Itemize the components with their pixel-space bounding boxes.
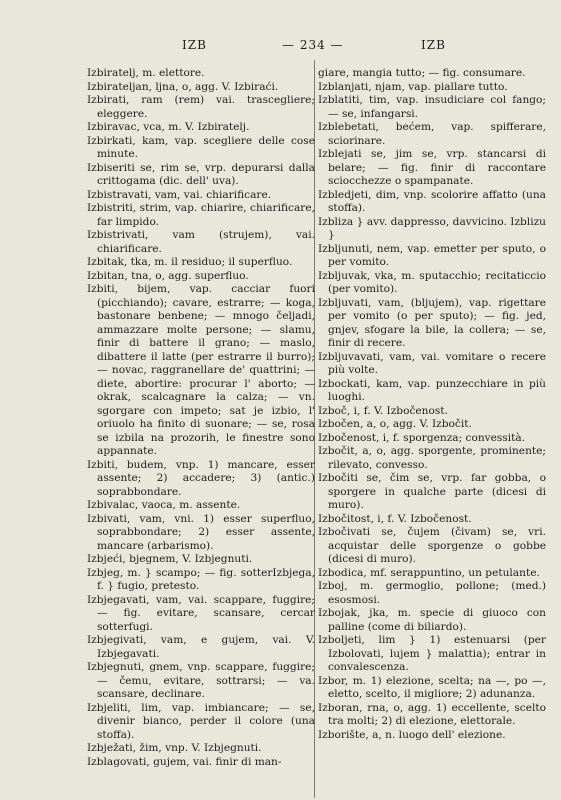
dictionary-entry: Izblanjati, njam, vap. piallare tutto.	[318, 80, 508, 93]
dictionary-entry: Izbjegavati, vam, vai. scappare, fuggire; — fig. evitare, scansare, cercar sotterfugi.	[87, 593, 315, 633]
dictionary-entry: Izblebetati, bećem, vap. spifferare, sciorinare.	[318, 121, 546, 147]
dictionary-entry: Izbiseriti se, rim se, vrp. depurarsi dalla crittogama (dic. dell' uva).	[87, 161, 315, 187]
dictionary-entry: Izbjeći, bjegnem, V. Izbjegnuti.	[87, 553, 253, 565]
dictionary-entry: Izbivalac, vaoca, m. assente.	[87, 499, 241, 511]
dictionary-entry: Izbljuvati, vam, (bljujem), vap. rigettare per vomito (o per sputo); — fig. jed, gnjev, sfogare la bile, la collera; — se, finir di recere.	[318, 296, 546, 349]
dictionary-entry: Izbivati, vam, vni. 1) esser superfluo, soprabbondare; 2) esser assente, mancare (arbarismo).	[87, 512, 315, 552]
running-head-left: IZB	[182, 38, 207, 52]
dictionary-entry: Izbiratelj, m. elettore.	[87, 67, 205, 79]
dictionary-entry: Izbočitost, i, f. V. Izbočenost.	[318, 512, 472, 525]
dictionary-entry: Izblatiti, tim, vap. insudiciare col fango; — se, infangarsi.	[318, 94, 546, 120]
dictionary-entry: Izbistriti, strim, vap. chiarire, chiarificare, far limpido.	[87, 202, 315, 228]
dictionary-entry: Izbiti, bijem, vap. cacciar fuori (picchiando); cavare, estrarre; — koga, bastonare benbene; — mnogo čeljadi, ammazzare molte persone; — slamu, finir di battere il grano; — maslo, dibattere il latte (per estrarre il burro); — novac, raggranellare de' quattrini; — diete, abortire: procurar l' aborto; — okrak, scalcagnare la calza; — vn. sgorgare con impeto; sat je izbio, l' oriuolo ha finito di suonare; — se, rosa se izbila na prozorih, le finestre sono appannate.	[87, 283, 315, 457]
dictionary-entry: Izbor, m. 1) elezione, scelta; na —, po —, eletto, scelto, il migliore; 2) adunanza.	[318, 674, 546, 700]
dictionary-entry: Izbočiti se, čim se, vrp. far gobba, o sporgere in qualche parte (dicesi di muro).	[318, 472, 546, 511]
dictionary-entry: Izboč, i, f. V. Izbočenost.	[318, 404, 448, 417]
dictionary-entry: Izbljuvak, vka, m. sputacchio; recitaticcio (per vomito).	[318, 269, 546, 295]
dictionary-entry: Izbjegivati, vam, e gujem, vai. V. Izbjegavati.	[87, 634, 315, 660]
dictionary-entry: Izboj, m. germoglio, pollone; (med.) esosmosi.	[318, 580, 546, 606]
dictionary-entry: Izbliza } avv. dappresso, davvicino. Izblizu }	[318, 215, 546, 241]
dictionary-entry: Izblejati se, jim se, vrp. stancarsi di belare; — fig. finir di raccontare sciocchezze o spampanate.	[318, 148, 546, 187]
dictionary-entry: Izblagovati, gujem, vai. finir di man-	[87, 755, 282, 768]
dictionary-entry: Izbitan, tna, o, agg. superfluo.	[87, 269, 249, 282]
dictionary-entry: Izbočen, a, o, agg. V. Izbočit.	[318, 418, 472, 430]
dictionary-entry: Izbledjeti, dim, vnp. scolorire affatto (una stoffa).	[318, 188, 546, 214]
dictionary-entry: Izbjeg, m. } scampo; — fig. sotterIzbjega, f. } fugio, pretesto.	[87, 566, 315, 592]
dictionary-entry: Izbočit, a, o, agg. sporgente, prominente; rilevato, convesso.	[318, 445, 546, 471]
dictionary-entry: Izbirkati, kam, vap. scegliere delle cose minute.	[87, 134, 315, 160]
dictionary-entry: giare, mangia tutto; — fig. consumare.	[318, 67, 526, 79]
dictionary-entry: Izbljunuti, nem, vap. emetter per sputo, o per vomito.	[318, 242, 546, 268]
dictionary-entry: Izbockati, kam, vap. punzecchiare in più luoghi.	[318, 377, 546, 403]
running-head-right: IZB	[421, 38, 446, 52]
dictionary-entry: Izbiravac, vca, m. V. Izbiratelj.	[87, 121, 250, 133]
dictionary-entry: Izboljeti, lim } 1) estenuarsi (per Izbolovati, lujem } malattia); entrar in convalescenza.	[318, 634, 546, 673]
dictionary-entry: Izbistravati, vam, vai. chiarificare.	[87, 188, 272, 201]
dictionary-entry: Izboran, rna, o, agg. 1) eccellente, scelto tra molti; 2) di elezione, elettorale.	[318, 701, 546, 727]
dictionary-entry: Izbojak, jka, m. specie di giuoco con palline (come di biliardo).	[318, 607, 546, 633]
dictionary-entry: Izbočenost, i, f. sporgenza; convessità.	[318, 431, 526, 444]
right-column	[318, 67, 546, 742]
dictionary-entry: Izbježati, žim, vnp. V. Izbjegnuti.	[87, 742, 262, 754]
dictionary-entry: Izborište, a, n. luogo dell' elezione.	[318, 728, 506, 741]
dictionary-entry: Izbjeliti, lim, vap. imbiancare; — se, divenir bianco, perder il colore (una stoffa).	[87, 701, 315, 741]
page-number: — 234 —	[282, 38, 344, 52]
left-column	[87, 67, 315, 769]
dictionary-entry: Izbirati, ram (rem) vai. trascegliere; eleggere.	[87, 94, 315, 120]
dictionary-entry: Izbirateljan, ljna, o, agg. V. Izbiraći.	[87, 80, 279, 93]
dictionary-entry: Izbistrivati, vam (strujem), vai. chiarificare.	[87, 229, 315, 255]
dictionary-entry: Izbodica, mf. serappuntino, un petulante.	[318, 566, 540, 579]
dictionary-entry: Izbočivati se, čujem (čivam) se, vri. acquistar delle sporgenze o gobbe (dicesi di muro).	[318, 526, 546, 565]
dictionary-entry: Izbjegnuti, gnem, vnp. scappare, fuggire; — čemu, evitare, sottrarsi; — va. scansare, declinare.	[87, 661, 315, 700]
dictionary-entry: Izbitak, tka, m. il residuo; il superfluo.	[87, 256, 293, 268]
dictionary-entry: Izbljuvavati, vam, vai. vomitare o recere più volte.	[318, 350, 546, 376]
dictionary-entry: Izbiti, budem, vnp. 1) mancare, esser assente; 2) accadere; 3) (antic.) soprabbondare.	[87, 458, 315, 498]
